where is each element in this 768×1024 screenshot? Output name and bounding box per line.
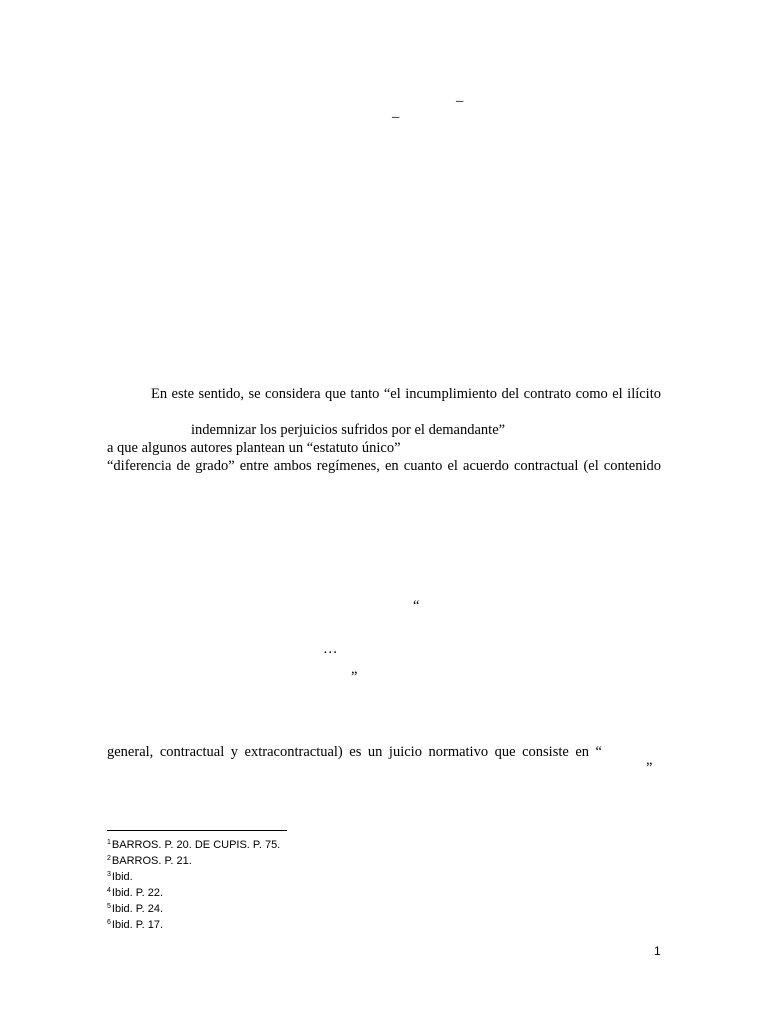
footnote-number: 1 xyxy=(107,839,111,846)
footnote-3 xyxy=(107,869,133,885)
open-quote-mark: “ xyxy=(413,598,420,614)
footnote-4 xyxy=(107,885,163,901)
footnote-text: Ibid. P. 22. xyxy=(111,887,164,899)
ellipsis-mark: … xyxy=(323,641,338,657)
footnote-number: 3 xyxy=(107,871,111,878)
footnote-number: 4 xyxy=(107,887,111,894)
page-number: 1 xyxy=(654,944,661,958)
footnote-6 xyxy=(107,917,163,933)
footnote-5 xyxy=(107,901,163,917)
footnote-number: 6 xyxy=(107,919,111,926)
paragraph-line-4: “diferencia de grado” entre ambos regímenes, en cuanto el acuerdo contractual (el contenido xyxy=(107,458,661,474)
paragraph-line-1: En este sentido, se considera que tanto “el incumplimiento del contrato como el ilícito xyxy=(151,386,661,402)
footnote-number: 2 xyxy=(107,855,111,862)
header-dash-2: – xyxy=(392,109,400,125)
close-quote-mark: ” xyxy=(351,669,358,685)
footnote-separator xyxy=(107,830,287,831)
close-quote-mark-2: ” xyxy=(646,760,653,776)
footnote-text: Ibid. xyxy=(111,871,133,883)
paragraph-line-5: general, contractual y extracontractual) es un juicio normativo que consiste en “ xyxy=(107,744,602,760)
header-dash-1: – xyxy=(456,93,464,109)
footnote-1 xyxy=(107,837,280,853)
footnote-text: BARROS. P. 21. xyxy=(111,855,192,867)
footnote-2 xyxy=(107,853,192,869)
footnote-text: Ibid. P. 17. xyxy=(111,919,164,931)
paragraph-line-3: a que algunos autores plantean un “estatuto único” xyxy=(107,440,401,456)
footnote-text: Ibid. P. 24. xyxy=(111,903,164,915)
footnote-number: 5 xyxy=(107,903,111,910)
paragraph-line-2: indemnizar los perjuicios sufridos por el demandante” xyxy=(191,422,506,438)
footnote-text: BARROS. P. 20. DE CUPIS. P. 75. xyxy=(111,839,281,851)
